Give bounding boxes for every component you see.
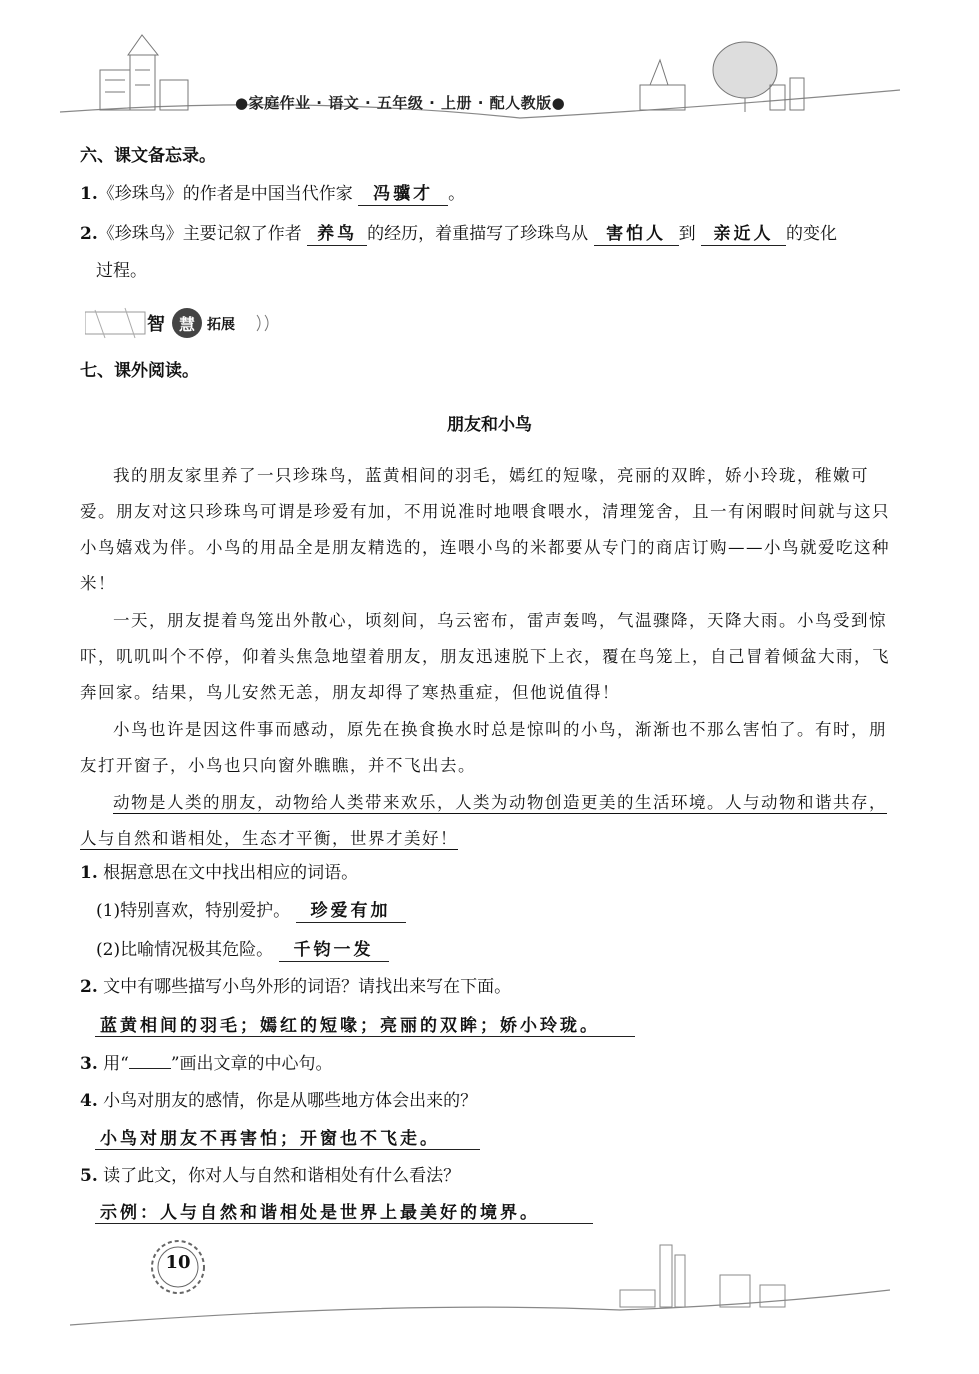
answer-a2: 害怕人	[594, 223, 679, 246]
answer-q5: 示例：人与自然和谐相处是世界上最美好的境界。	[100, 1203, 540, 1223]
q-text: 《珍珠鸟》的作者是中国当代作家	[97, 184, 353, 204]
q-text: (2)比喻情况极其危险。	[96, 940, 274, 960]
banner-char-2: 慧	[179, 315, 196, 334]
section6-q2	[80, 220, 837, 248]
answer-q2: 蓝黄相间的羽毛；嫣红的短喙；亮丽的双眸；娇小玲珑。	[100, 1016, 600, 1036]
answer-a3: 亲近人	[701, 223, 786, 246]
article-title: 朋友和小鸟	[447, 415, 532, 435]
wisdom-banner	[85, 300, 285, 346]
section6-title: 六、课文备忘录。	[80, 146, 216, 166]
paragraph-4-central	[80, 785, 895, 857]
q-text: 《珍珠鸟》主要记叙了作者	[97, 224, 302, 244]
section7-q5	[80, 1162, 460, 1190]
q-text: 用“	[103, 1054, 129, 1074]
answer-line	[95, 1149, 480, 1150]
underline-blank	[129, 1068, 171, 1069]
q-number: 1.	[80, 184, 98, 204]
q-text: 读了此文，你对人与自然和谐相处有什么看法？	[103, 1166, 461, 1186]
q-text: 的经历，着重描写了珍珠鸟从	[367, 224, 589, 244]
page-number: 10	[165, 1252, 191, 1273]
answer-line	[95, 1223, 593, 1224]
section7-q1	[80, 859, 358, 887]
paragraph-1: 我的朋友家里养了一只珍珠鸟，蓝黄相间的羽毛，嫣红的短喙，亮丽的双眸，娇小玲珑，稚嫩可爱。朋友对这只珍珠鸟可谓是珍爱有加，不用说准时地喂食喂水，清理笼舍，且一有闲暇时间就与这只小鸟嬉戏为伴。小鸟的用品全是朋友精选的，连喂小鸟的米都要从专门的商店订购——小鸟就爱吃这种米！	[80, 466, 890, 593]
q-text: 。	[448, 184, 466, 204]
q-number: 2.	[80, 977, 98, 997]
answer-a1: 养鸟	[307, 223, 367, 246]
footer-decoration	[0, 1230, 979, 1360]
central-sentence: 动物是人类的朋友，动物给人类带来欢乐，人类为动物创造更美的生活环境。人与动物和谐共存，人与自然和谐相处，生态才平衡，世界才美好！	[80, 793, 887, 848]
banner-char-1: 智	[147, 314, 165, 335]
section6-q1	[80, 180, 465, 208]
paragraph-2: 一天，朋友提着鸟笼出外散心，顷刻间，乌云密布，雷声轰鸣，气温骤降，天降大雨。小鸟受到惊吓，叽叽叫个不停，仰着头焦急地望着朋友，朋友迅速脱下上衣，覆在鸟笼上，自己冒着倾盆大雨，飞奔回家。结果，鸟儿安然无恙，朋友却得了寒热重症，但他说值得！	[80, 611, 890, 702]
section7-q1-sub2	[96, 936, 389, 964]
section7-q2	[80, 973, 511, 1001]
q-number: 1.	[80, 863, 98, 883]
section7-q1-sub1	[96, 897, 406, 925]
answer-sub2: 千钧一发	[279, 939, 389, 962]
answer-sub1: 珍爱有加	[296, 900, 406, 923]
banner-char-3: 拓展	[207, 317, 235, 333]
q-number: 3.	[80, 1054, 98, 1074]
q-number: 4.	[80, 1091, 98, 1111]
q-text: 的变化	[785, 224, 837, 244]
paragraph-3: 小鸟也许是因这件事而感动，原先在换食换水时总是惊叫的小鸟，渐渐也不那么害怕了。有时，朋友打开窗子，小鸟也只向窗外瞧瞧，并不飞出去。	[80, 720, 887, 775]
q-number: 2.	[80, 224, 98, 244]
q-text: 根据意思在文中找出相应的词语。	[103, 863, 359, 883]
section7-q3	[80, 1050, 333, 1078]
section6-q2-cont: 过程。	[96, 261, 147, 281]
q-text: 文中有哪些描写小鸟外形的词语？请找出来写在下面。	[103, 977, 512, 997]
q-text: ”画出文章的中心句。	[170, 1054, 333, 1074]
answer-q4: 小鸟对朋友不再害怕；开窗也不飞走。	[100, 1129, 440, 1149]
answer-author: 冯骥才	[358, 183, 448, 206]
q-text: 到	[678, 224, 696, 244]
section7-q4	[80, 1087, 477, 1115]
q-text: 小鸟对朋友的感情，你是从哪些地方体会出来的？	[103, 1091, 478, 1111]
header-text: ●家庭作业 · 语文 · 五年级 · 上册 · 配人教版●	[235, 94, 566, 112]
q-text: (1)特别喜欢，特别爱护。	[96, 901, 291, 921]
section7-title: 七、课外阅读。	[80, 361, 199, 381]
answer-line	[95, 1036, 635, 1037]
q-number: 5.	[80, 1166, 98, 1186]
